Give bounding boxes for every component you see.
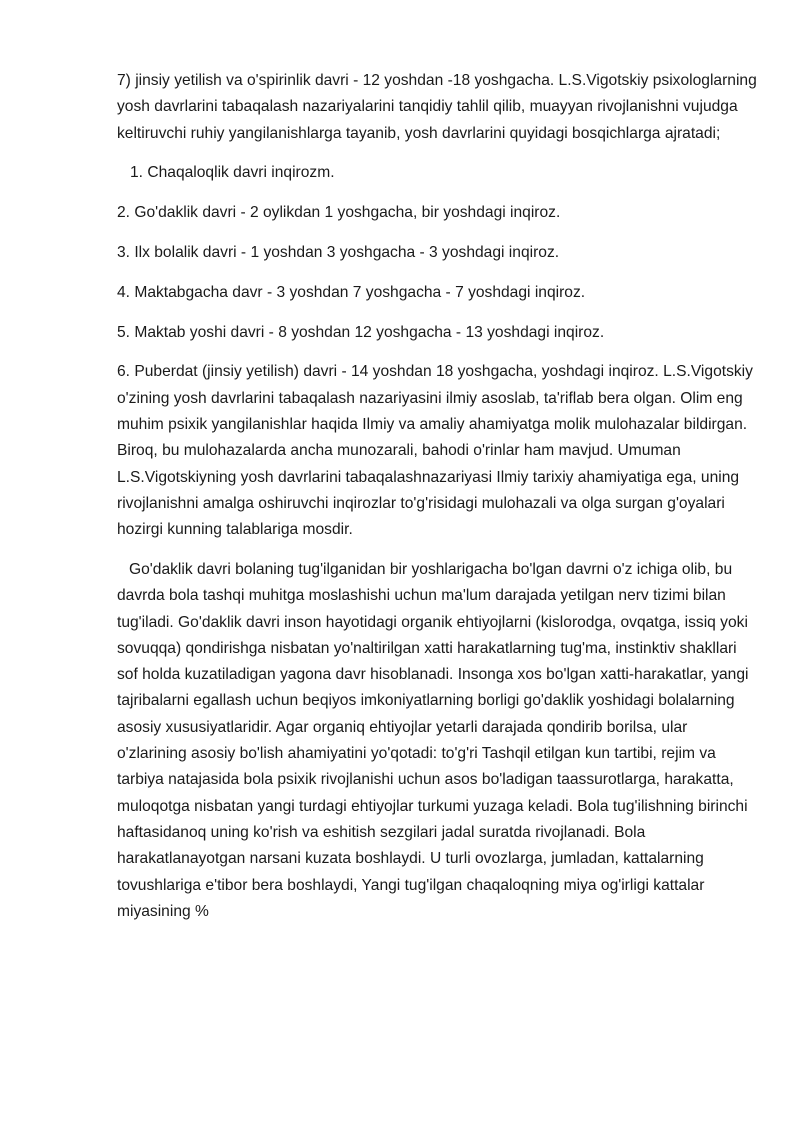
list-item-5: 5. Maktab yoshi davri - 8 yoshdan 12 yoshgacha - 13 yoshdagi inqiroz.	[117, 323, 605, 341]
paragraph-intro: 7) jinsiy yetilish va o'spirinlik davri - 12 yoshdan -18 yoshgacha. L.S.Vigotskiy psixologlarning yosh davrlarini tabaqalash nazariyalarini tanqidiy tahlil qilib, muayyan rivojlanishni vujudga keltiruvchi ruhiy yangilanishlarga tayanib, yosh davrlarini quyidagi bosqichlarga ajratadi;	[117, 72, 757, 142]
list-item-2: 2. Go'daklik davri - 2 oylikdan 1 yoshgacha, bir yoshdagi inqiroz.	[117, 204, 561, 222]
list-item-1: 1. Chaqaloqlik davri inqirozm.	[130, 164, 335, 182]
list-item-3: 3. Ilx bolalik davri - 1 yoshdan 3 yoshgacha - 3 yoshdagi inqiroz.	[117, 243, 560, 261]
list-item-6: 6. Puberdat (jinsiy yetilish) davri - 14 yoshdan 18 yoshgacha, yoshdagi inqiroz. L.S.Vigotskiy o'zining yosh davrlarini tabaqalash nazariyasini ilmiy asoslab, ta'riflab bera olgan. Olim eng muhim psixik yangilanishlar haqida Ilmiy va amaliy ahamiyatga molik mulohazalar bildirgan. Biroq, bu mulohazalarda ancha munozarali, bahodi o'rinlar ham mavjud. Umuman L.S.Vigotskiyning yosh davrlarini tabaqalashnazariyasi Ilmiy tarixiy ahamiyatiga ega, uning rivojlanishni amalga oshiruvchi inqirozlar to'g'risidagi mulohazali va olga surgan g'oyalari hozirgi kunning talablariga mosdir.	[117, 363, 753, 539]
document-body	[117, 68, 757, 925]
list-item-4: 4. Maktabgacha davr - 3 yoshdan 7 yoshgacha - 7 yoshdagi inqiroz.	[117, 283, 586, 301]
paragraph-infancy: Go'daklik davri bolaning tug'ilganidan bir yoshlarigacha bo'lgan davrni o'z ichiga olib, bu davrda bola tashqi muhitga moslashishi uchun ma'lum darajada yetilgan nerv tizimi bilan tug'iladi. Go'daklik davri inson hayotidagi organik ehtiyojlarni (kislorodga, ovqatga, issiq yoki sovuqqa) qondirishga nisbatan yo'naltirilgan xatti harakatlarning tug'ma, instinktiv shakllari sof holda kuzatiladigan yagona davr hisoblanadi. Insonga xos bo'lgan xatti-harakatlar, yangi tajribalarni egallash uchun beqiyos imkoniyatlarning borligi go'daklik yoshidagi bolalarning asosiy xususiyatlaridir. Agar organiq ehtiyojlar yetarli darajada qondirib borilsa, ular o'zlarining asosiy bo'lish ahamiyatini yo'qotadi: to'g'ri Tashqil etilgan kun tartibi, rejim va tarbiya natajasida bola psixik rivojlanishi uchun asos bo'ladigan taassurotlarga, harakatta, muloqotga nisbatan yangi turdagi ehtiyojlar turkumi yuzaga keladi. Bola tug'ilishning birinchi haftasidanoq uning ko'rish va eshitish sezgilari jadal suratda rivojlanadi. Bola harakatlanayotgan narsani kuzata boshlaydi. U turli ovozlarga, jumladan, kattalarning tovushlariga e'tibor bera boshlaydi, Yangi tug'ilgan chaqaloqning miya og'irligi kattalar miyasining %	[117, 560, 749, 920]
